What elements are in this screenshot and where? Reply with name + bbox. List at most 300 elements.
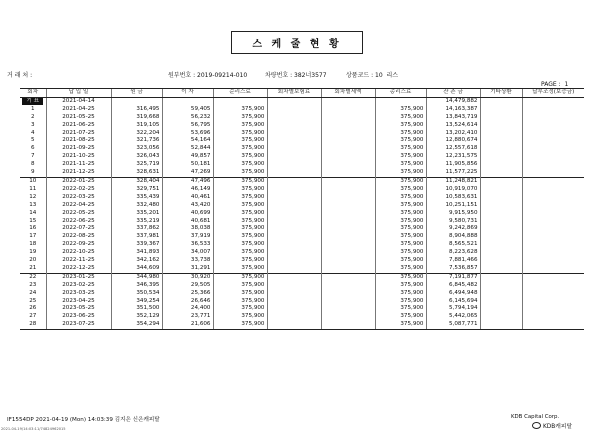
table-cell <box>321 241 375 249</box>
table-cell: 375,900 <box>213 225 267 233</box>
table-cell: 13 <box>29 201 37 208</box>
table-cell: 2021-12-25 <box>46 169 111 177</box>
table-cell <box>480 225 522 233</box>
table-cell <box>480 169 522 177</box>
table-cell <box>267 305 321 313</box>
table-cell: 54,164 <box>162 137 213 145</box>
table-cell: 11,577,225 <box>426 169 480 177</box>
table-cell: 375,900 <box>375 153 426 161</box>
table-cell <box>480 257 522 265</box>
table-cell <box>522 169 584 177</box>
table-row <box>20 130 584 138</box>
table-cell <box>480 97 522 105</box>
table-cell: 375,900 <box>375 177 426 185</box>
table-cell <box>522 305 584 313</box>
table-cell: 375,900 <box>213 153 267 161</box>
table-cell: 335,219 <box>111 218 162 226</box>
table-cell <box>522 210 584 218</box>
table-cell: 26,646 <box>162 298 213 306</box>
table-row <box>20 241 584 249</box>
table-cell <box>522 257 584 265</box>
table-cell: 351,500 <box>111 305 162 313</box>
table-cell <box>480 153 522 161</box>
table-cell: 375,900 <box>375 137 426 145</box>
table-cell: 11,905,856 <box>426 161 480 169</box>
column-header: 총리스료 <box>375 89 426 98</box>
table-cell: 11,248,821 <box>426 177 480 185</box>
column-header: 회차별보험료 <box>267 89 321 98</box>
logo-text: KDB캐피탈 <box>543 424 573 430</box>
table-row <box>20 210 584 218</box>
table-cell <box>480 194 522 202</box>
table-cell: 18 <box>29 241 37 248</box>
table-cell <box>267 282 321 290</box>
table-cell <box>522 161 584 169</box>
table-cell: 2023-01-25 <box>46 273 111 281</box>
table-cell: 7 <box>30 153 35 160</box>
table-cell: 59,405 <box>162 106 213 114</box>
vehicle-number <box>265 70 327 79</box>
table-cell <box>321 97 375 105</box>
table-cell <box>522 106 584 114</box>
table-row <box>20 305 584 313</box>
table-cell <box>480 145 522 153</box>
table-cell: 30,920 <box>162 273 213 281</box>
table-cell: 2021-09-25 <box>46 145 111 153</box>
table-cell <box>480 186 522 194</box>
table-cell: 13,843,719 <box>426 114 480 122</box>
table-cell: 375,900 <box>375 145 426 153</box>
table-row <box>20 290 584 298</box>
table-cell: 43,420 <box>162 202 213 210</box>
table-cell <box>321 137 375 145</box>
table-cell: 332,480 <box>111 202 162 210</box>
table-cell: 352,129 <box>111 313 162 321</box>
table-cell: 6 <box>30 145 35 152</box>
table-cell <box>321 153 375 161</box>
table-cell: 375,900 <box>213 210 267 218</box>
table-cell <box>522 249 584 257</box>
table-cell <box>267 321 321 329</box>
table-cell: 375,900 <box>213 218 267 226</box>
table-cell: 47,496 <box>162 177 213 185</box>
table-cell <box>522 122 584 130</box>
table-cell <box>522 273 584 281</box>
table-cell: 14,479,882 <box>426 97 480 105</box>
table-cell: 2022-07-25 <box>46 225 111 233</box>
table-cell <box>267 194 321 202</box>
table-row <box>20 257 584 265</box>
table-cell: 322,204 <box>111 130 162 138</box>
table-cell: 375,900 <box>213 298 267 306</box>
table-cell: 375,900 <box>375 225 426 233</box>
table-cell: 349,254 <box>111 298 162 306</box>
table-row <box>20 321 584 329</box>
table-cell: 375,900 <box>213 273 267 281</box>
table-cell: 375,900 <box>213 313 267 321</box>
table-cell: 7,191,877 <box>426 273 480 281</box>
table-cell <box>267 122 321 130</box>
table-cell <box>480 249 522 257</box>
table-cell: 337,862 <box>111 225 162 233</box>
table-cell <box>321 265 375 273</box>
table-cell: 9,580,731 <box>426 218 480 226</box>
table-cell: 14,163,387 <box>426 106 480 114</box>
table-cell <box>522 290 584 298</box>
table-cell: 375,900 <box>213 305 267 313</box>
table-cell: 375,900 <box>375 265 426 273</box>
table-cell: 28 <box>20 321 46 329</box>
table-row <box>20 97 584 105</box>
table-cell <box>480 130 522 138</box>
table-cell: 19 <box>29 249 37 256</box>
table-cell: 15 <box>29 217 37 224</box>
table-cell: 329,751 <box>111 186 162 194</box>
table-body <box>20 97 584 329</box>
table-cell: 375,900 <box>213 265 267 273</box>
table-cell: 5 <box>30 137 35 144</box>
table-cell: 375,900 <box>375 298 426 306</box>
table-cell: 5,442,065 <box>426 313 480 321</box>
table-cell: 2021-06-25 <box>46 122 111 130</box>
table-cell <box>321 249 375 257</box>
table-cell <box>522 241 584 249</box>
column-header: 납부조정(보증금) <box>522 89 584 98</box>
table-cell <box>321 169 375 177</box>
table-cell: 323,056 <box>111 145 162 153</box>
table-cell: 13,202,410 <box>426 130 480 138</box>
table-cell: 2023-05-25 <box>46 305 111 313</box>
table-cell: 10,583,631 <box>426 194 480 202</box>
table-cell <box>267 210 321 218</box>
table-cell: 2021-10-25 <box>46 153 111 161</box>
table-cell <box>267 249 321 257</box>
table-cell: 8,565,521 <box>426 241 480 249</box>
table-row <box>20 106 584 114</box>
table-cell: 337,981 <box>111 233 162 241</box>
table-cell <box>321 225 375 233</box>
table-cell: 375,900 <box>213 145 267 153</box>
table-cell <box>267 169 321 177</box>
table-cell: 375,900 <box>213 282 267 290</box>
table-cell: 375,900 <box>213 122 267 130</box>
contract-number <box>168 70 247 79</box>
table-cell <box>522 233 584 241</box>
table-cell <box>267 153 321 161</box>
table-cell: 339,367 <box>111 241 162 249</box>
table-cell: 375,900 <box>375 249 426 257</box>
table-cell: 27 <box>29 313 37 320</box>
footer-print-info: IF1554DP 2021-04-19 (Mon) 14:03:39 김지은 신은캐피탈 <box>7 417 160 423</box>
table-cell: 375,900 <box>375 321 426 329</box>
table-cell: 7,536,857 <box>426 265 480 273</box>
table-cell: 24 <box>29 289 37 296</box>
table-cell <box>480 233 522 241</box>
table-row <box>20 153 584 161</box>
table-cell: 10,251,151 <box>426 202 480 210</box>
table-cell <box>522 153 584 161</box>
table-row <box>20 218 584 226</box>
table-cell <box>267 130 321 138</box>
table-cell <box>522 194 584 202</box>
table-cell <box>480 313 522 321</box>
contract-label: 원부번호 : <box>168 72 196 79</box>
table-cell: 12,557,618 <box>426 145 480 153</box>
table-cell: 8 <box>30 161 35 168</box>
table-cell: 2022-09-25 <box>46 241 111 249</box>
table-cell: 26 <box>29 305 37 312</box>
product-value: 10 <box>375 72 383 79</box>
table-cell <box>267 106 321 114</box>
table-cell <box>480 122 522 130</box>
table-cell: 375,900 <box>213 194 267 202</box>
table-cell: 354,294 <box>111 321 162 329</box>
table-cell <box>522 145 584 153</box>
table-cell: 375,900 <box>375 241 426 249</box>
table-cell: 2021-04-25 <box>46 106 111 114</box>
table-cell <box>213 97 267 105</box>
table-cell: 375,900 <box>375 194 426 202</box>
table-cell <box>522 313 584 321</box>
table-cell: 16 <box>29 225 37 232</box>
table-cell: 2021-04-14 <box>46 97 111 105</box>
table-cell <box>480 273 522 281</box>
table-cell: 342,162 <box>111 257 162 265</box>
column-header: 원 금 <box>111 89 162 98</box>
table-row <box>20 114 584 122</box>
table-cell: 375,900 <box>375 218 426 226</box>
table-cell: 2 <box>30 113 35 120</box>
table-row <box>20 122 584 130</box>
table-cell: 2022-02-25 <box>46 186 111 194</box>
table-cell: 56,795 <box>162 122 213 130</box>
table-cell: 375,900 <box>375 257 426 265</box>
table-cell <box>321 290 375 298</box>
table-cell: 2021-11-25 <box>46 161 111 169</box>
table-cell: 375,900 <box>375 106 426 114</box>
table-cell: 375,900 <box>375 122 426 130</box>
column-header: 기타상환 <box>480 89 522 98</box>
table-cell: 9,242,869 <box>426 225 480 233</box>
table-cell: 3 <box>30 121 35 128</box>
table-cell <box>321 194 375 202</box>
table-cell: 5,794,194 <box>426 305 480 313</box>
table-cell: 56,232 <box>162 114 213 122</box>
column-header: 회차 <box>20 89 46 98</box>
table-cell: 4 <box>30 129 35 136</box>
report-title: 스 케 줄 현 황 <box>231 31 363 54</box>
table-cell: 375,900 <box>375 282 426 290</box>
table-cell: 34,007 <box>162 249 213 257</box>
table-cell: 9 <box>30 169 35 176</box>
table-row <box>20 298 584 306</box>
table-cell: 375,900 <box>213 249 267 257</box>
table-cell: 375,900 <box>375 210 426 218</box>
table-cell: 47,269 <box>162 169 213 177</box>
table-cell: 2022-05-25 <box>46 210 111 218</box>
table-cell: 50,181 <box>162 161 213 169</box>
table-cell <box>522 130 584 138</box>
table-cell: 31,291 <box>162 265 213 273</box>
table-cell: 14 <box>29 209 37 216</box>
table-cell <box>321 186 375 194</box>
table-row <box>20 313 584 321</box>
table-cell: 12 <box>29 193 37 200</box>
base-row-badge: 기 표 <box>22 98 43 105</box>
table-cell: 2022-01-25 <box>46 177 111 185</box>
table-cell: 375,900 <box>375 290 426 298</box>
table-cell <box>267 161 321 169</box>
table-cell <box>480 210 522 218</box>
table-cell: 375,900 <box>213 321 267 329</box>
table-cell <box>267 290 321 298</box>
table-cell <box>480 137 522 145</box>
table-cell: 40,681 <box>162 218 213 226</box>
table-cell <box>522 225 584 233</box>
contract-value: 2019-09214-010 <box>197 72 248 79</box>
table-cell: 375,900 <box>213 114 267 122</box>
table-row <box>20 249 584 257</box>
table-cell: 2021-08-25 <box>46 137 111 145</box>
column-header: 잔 존 금 <box>426 89 480 98</box>
table-cell <box>321 145 375 153</box>
table-cell: 375,900 <box>213 257 267 265</box>
table-cell <box>522 202 584 210</box>
table-cell <box>522 186 584 194</box>
table-cell <box>267 257 321 265</box>
product-label: 상품코드 : <box>346 72 374 79</box>
table-cell: 12,880,674 <box>426 137 480 145</box>
page-indicator <box>541 81 568 88</box>
table-cell: 40,461 <box>162 194 213 202</box>
table-cell: 2022-03-25 <box>46 194 111 202</box>
table-cell: 23 <box>29 281 37 288</box>
table-cell <box>321 202 375 210</box>
table-cell: 5,087,771 <box>426 321 480 329</box>
table-cell: 22 <box>20 273 46 281</box>
table-row <box>20 169 584 177</box>
table-cell <box>267 145 321 153</box>
table-cell <box>321 321 375 329</box>
table-cell <box>321 305 375 313</box>
table-cell: 9,915,950 <box>426 210 480 218</box>
table-row <box>20 177 584 185</box>
table-cell: 33,738 <box>162 257 213 265</box>
table-cell <box>480 114 522 122</box>
product-code <box>346 70 398 79</box>
table-cell: 375,900 <box>213 106 267 114</box>
table-cell <box>321 273 375 281</box>
table-cell: 20 <box>29 257 37 264</box>
table-cell: 2023-03-25 <box>46 290 111 298</box>
table-row <box>20 145 584 153</box>
table-cell <box>480 218 522 226</box>
table-cell <box>480 161 522 169</box>
table-cell <box>267 241 321 249</box>
table-cell: 29,505 <box>162 282 213 290</box>
table-cell <box>522 137 584 145</box>
table-cell: 21,606 <box>162 321 213 329</box>
table-cell: 24,400 <box>162 305 213 313</box>
table-cell <box>480 177 522 185</box>
table-cell: 321,736 <box>111 137 162 145</box>
column-header: 순리스료 <box>213 89 267 98</box>
column-header: 납 입 일 <box>46 89 111 98</box>
table-cell <box>522 298 584 306</box>
table-cell: 6,845,482 <box>426 282 480 290</box>
table-row <box>20 225 584 233</box>
table-cell: 2023-07-25 <box>46 321 111 329</box>
table-cell: 375,900 <box>213 177 267 185</box>
table-cell: 46,149 <box>162 186 213 194</box>
page-label: PAGE : <box>541 81 561 88</box>
table-cell: 335,439 <box>111 194 162 202</box>
table-cell <box>321 122 375 130</box>
table-cell: 344,609 <box>111 265 162 273</box>
table-cell <box>321 161 375 169</box>
table-cell: 319,105 <box>111 122 162 130</box>
table-cell: 375,900 <box>213 241 267 249</box>
table-cell <box>480 282 522 290</box>
table-cell <box>267 313 321 321</box>
table-cell: 375,900 <box>213 290 267 298</box>
table-cell: 36,533 <box>162 241 213 249</box>
table-cell <box>522 114 584 122</box>
table-cell: 25 <box>29 297 37 304</box>
table-cell: 6,494,948 <box>426 290 480 298</box>
table-row <box>20 282 584 290</box>
table-cell: 2022-06-25 <box>46 218 111 226</box>
table-cell <box>267 265 321 273</box>
table-header-row <box>20 89 584 98</box>
table-cell: 2021-07-25 <box>46 130 111 138</box>
table-cell: 375,900 <box>213 137 267 145</box>
table-cell: 6,145,694 <box>426 298 480 306</box>
table-cell: 375,900 <box>375 305 426 313</box>
table-cell <box>480 290 522 298</box>
table-cell <box>267 233 321 241</box>
table-row <box>20 137 584 145</box>
table-cell: 2022-11-25 <box>46 257 111 265</box>
table-row <box>20 161 584 169</box>
table-cell <box>267 137 321 145</box>
table-cell <box>321 257 375 265</box>
table-cell <box>480 106 522 114</box>
table-cell <box>321 177 375 185</box>
table-cell <box>267 177 321 185</box>
table-cell: 8,223,628 <box>426 249 480 257</box>
vehicle-value: 382너3577 <box>294 72 327 79</box>
table-cell <box>321 282 375 290</box>
footer-timestamp: 2021-04-19/14:03:11/74824962015 <box>1 427 66 431</box>
table-cell: 17 <box>29 233 37 240</box>
table-cell: 319,668 <box>111 114 162 122</box>
table-cell: 8,904,888 <box>426 233 480 241</box>
table-cell: 325,719 <box>111 161 162 169</box>
customer-label: 거 래 처 : <box>7 72 33 79</box>
table-cell <box>522 265 584 273</box>
table-cell <box>375 97 426 105</box>
table-cell: 53,696 <box>162 130 213 138</box>
table-cell <box>522 282 584 290</box>
table-cell <box>522 97 584 105</box>
table-cell: 375,900 <box>213 169 267 177</box>
table-cell: 7,881,466 <box>426 257 480 265</box>
table-cell: 52,844 <box>162 145 213 153</box>
table-cell: 346,395 <box>111 282 162 290</box>
table-cell: 375,900 <box>213 130 267 138</box>
column-header: 이 자 <box>162 89 213 98</box>
